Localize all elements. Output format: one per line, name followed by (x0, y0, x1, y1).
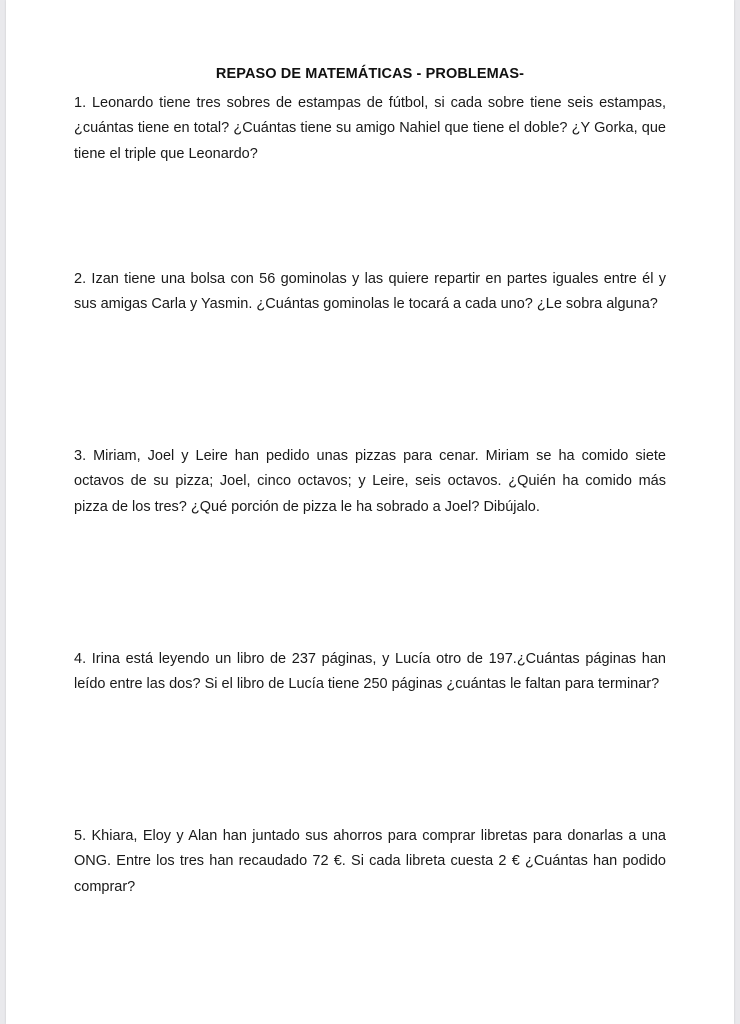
problem-2: 2. Izan tiene una bolsa con 56 gominolas y las quiere repartir en partes iguales entre él y sus amigas Carla y Yasmin. ¿Cuántas gominolas le tocará a cada uno? ¿Le sobra alguna? (74, 270, 666, 313)
problem-5: 5. Khiara, Eloy y Alan han juntado sus ahorros para comprar libretas para donarlas a una ONG. Entre los tres han recaudado 72 €. Si cada libreta cuesta 2 € ¿Cuántas han podido comprar? (74, 827, 666, 895)
problem-4: 4. Irina está leyendo un libro de 237 páginas, y Lucía otro de 197.¿Cuántas páginas han leído entre las dos? Si el libro de Lucía tiene 250 páginas ¿cuántas le faltan para terminar? (74, 650, 666, 693)
document-page (6, 0, 734, 1024)
problem-3: 3. Miriam, Joel y Leire han pedido unas pizzas para cenar. Miriam se ha comido siete octavos de su pizza; Joel, cinco octavos; y Leire, seis octavos. ¿Quién ha comido más pizza de los tres? ¿Qué porción de pizza le ha sobrado a Joel? Dibújalo. (74, 447, 666, 515)
problem-1: 1. Leonardo tiene tres sobres de estampas de fútbol, si cada sobre tiene seis estampas, ¿cuántas tiene en total? ¿Cuántas tiene su amigo Nahiel que tiene el doble? ¿Y Gorka, que tiene el triple que Leonardo? (74, 94, 666, 162)
document-title: REPASO DE MATEMÁTICAS - PROBLEMAS- (215, 66, 525, 82)
